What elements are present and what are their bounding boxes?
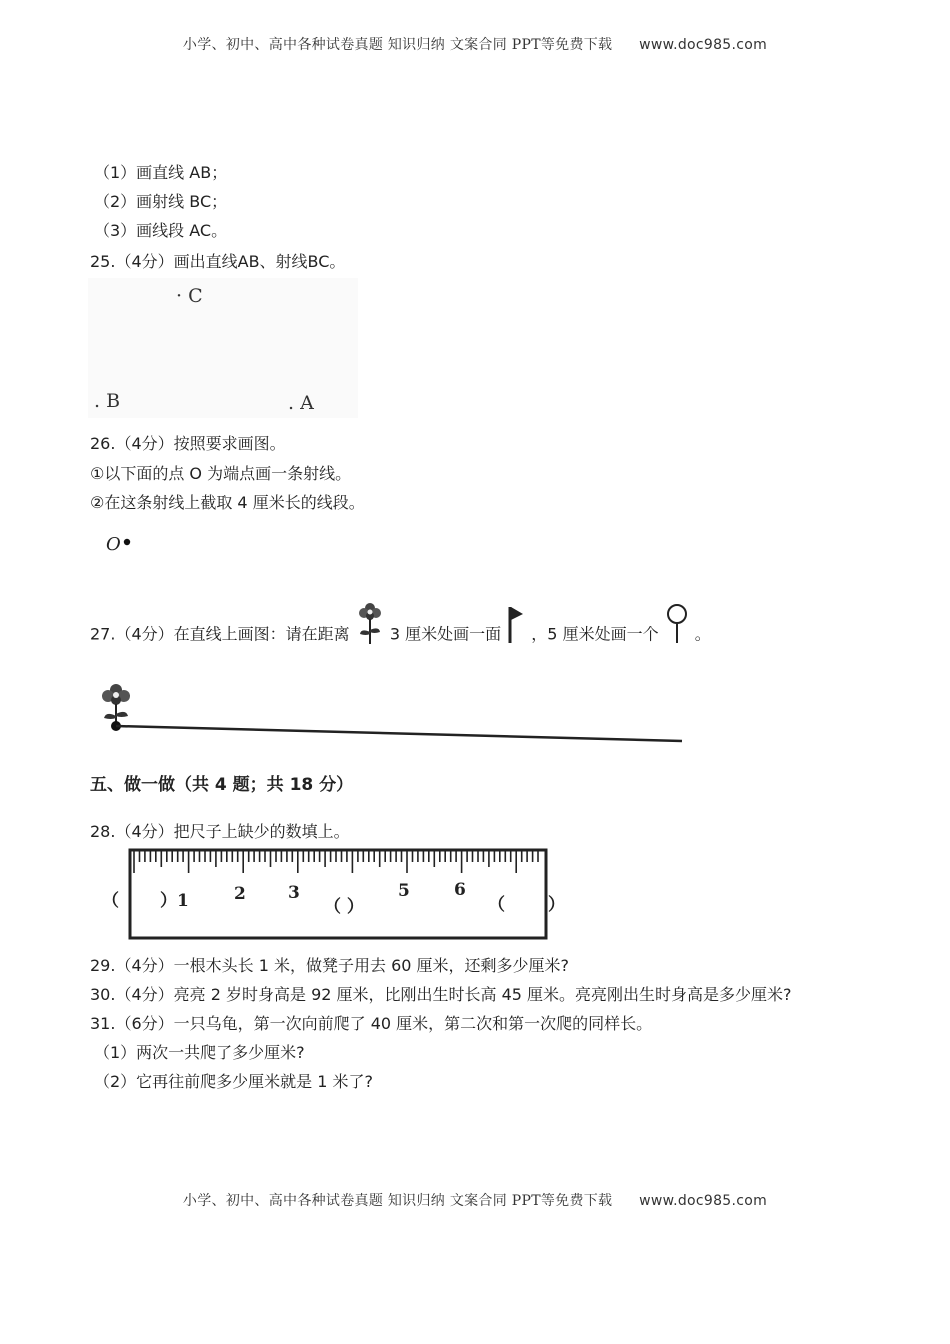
ruler-label-3: 3	[288, 883, 300, 903]
footer-url: www.doc985.com	[639, 1193, 768, 1209]
q26-item-2: ②在这条射线上截取 4 厘米长的线段。	[90, 493, 365, 512]
q31-title: 31.（6分）一只乌龟，第一次向前爬了 40 厘米，第二次和第一次爬的同样长。	[90, 1014, 653, 1033]
header-text: 小学、初中、高中各种试卷真题 知识归纳 文案合同 PPT等免费下载	[182, 37, 613, 53]
q26-title: 26.（4分）按照要求画图。	[90, 434, 286, 453]
ruler-label-6: 6	[454, 880, 466, 900]
point-o-figure	[104, 532, 144, 560]
q26-item-1: ①以下面的点 O 为端点画一条射线。	[90, 464, 352, 483]
q27-text-4: 。	[694, 624, 711, 644]
q27-figure	[90, 678, 690, 750]
ruler-figure	[96, 846, 565, 942]
q29-text: 29.（4分）一根木头长 1 米，做凳子用去 60 厘米，还剩多少厘米?	[90, 956, 570, 975]
point-o-dot	[104, 532, 144, 560]
q25-figure	[88, 278, 358, 418]
page-footer	[0, 1190, 950, 1210]
q24-item-2: （2）画射线 BC；	[94, 192, 228, 211]
q24-item-1: （1）画直线 AB；	[94, 163, 228, 182]
q31-item-2: （2）它再往前爬多少厘米就是 1 米了?	[94, 1072, 374, 1091]
q31-item-1: （1）两次一共爬了多少厘米?	[94, 1043, 305, 1062]
q27-text-2: 3 厘米处画一面	[389, 624, 502, 644]
page-header	[0, 34, 950, 54]
ruler-blank-right-close: ）	[548, 895, 565, 915]
q28-title: 28.（4分）把尺子上缺少的数填上。	[90, 822, 350, 841]
flag-icon	[506, 605, 526, 645]
ruler-label-5: 5	[398, 881, 410, 901]
q30-text: 30.（4分）亮亮 2 岁时身高是 92 厘米，比刚出生时长高 45 厘米。亮亮刚出生时身高是多少厘米?	[90, 985, 792, 1004]
tree-icon	[664, 603, 690, 645]
q27-line	[90, 624, 711, 646]
flower-icon	[355, 600, 385, 646]
point-c-label: · C	[176, 285, 203, 307]
ruler-blank-left-open: （	[102, 891, 119, 911]
ruler-label-2: 2	[234, 884, 246, 904]
ruler-label-1: ）1	[160, 891, 189, 911]
q24-item-3: （3）画线段 AC。	[94, 221, 228, 240]
base-line	[116, 726, 682, 741]
point-a-label: . A	[288, 392, 314, 414]
point-b-label: . B	[94, 390, 121, 412]
q27-text-1: 27.（4分）在直线上画图：请在距离	[90, 624, 350, 644]
header-url: www.doc985.com	[639, 37, 768, 53]
point-o-label: O	[106, 534, 121, 555]
footer-text: 小学、初中、高中各种试卷真题 知识归纳 文案合同 PPT等免费下载	[182, 1193, 613, 1209]
q27-text-3: ，5 厘米处画一个	[531, 624, 659, 644]
q27-line-drawing	[90, 678, 690, 750]
section-title: 五、做一做（共 4 题；共 18 分）	[90, 775, 354, 795]
ruler-blank-right-open: （	[488, 895, 505, 915]
flower-start-icon	[102, 684, 130, 724]
ruler-blank-4: （ ）	[324, 897, 364, 917]
q25-title: 25.（4分）画出直线AB、射线BC。	[90, 252, 346, 271]
